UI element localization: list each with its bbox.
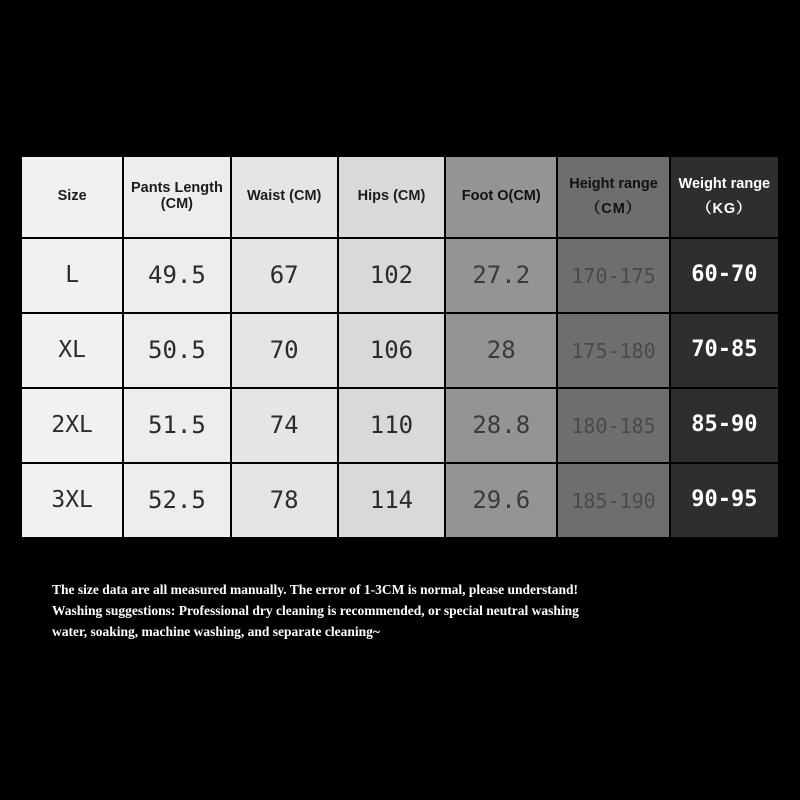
- cell-foot-o: 27.2: [446, 239, 556, 312]
- header-cell-weight-range: [671, 157, 778, 237]
- header-cell-foot-o: Foot O(CM): [446, 157, 556, 237]
- cell-foot-o: 29.6: [446, 464, 556, 537]
- notes-line-3: water, soaking, machine washing, and separate cleaning~: [52, 623, 380, 639]
- header-cell-weight-range-line2: （KG）: [696, 200, 752, 217]
- cell-waist: 70: [232, 314, 337, 387]
- cell-size: L: [22, 239, 122, 312]
- header-cell-size: Size: [22, 157, 122, 237]
- cell-pants-length: 49.5: [124, 239, 229, 312]
- size-chart-table-wrapper: [20, 155, 780, 539]
- notes-line-1: The size data are all measured manually. The error of 1-3CM is normal, please understand!: [52, 582, 578, 597]
- cell-height-range: 180-185: [558, 389, 668, 462]
- header-cell-pants-length: Pants Length (CM): [124, 157, 229, 237]
- table-header-row: [22, 157, 778, 237]
- cell-hips: 110: [339, 389, 444, 462]
- cell-pants-length: 52.5: [124, 464, 229, 537]
- size-chart-table: [20, 155, 780, 539]
- cell-pants-length: 50.5: [124, 314, 229, 387]
- cell-hips: 102: [339, 239, 444, 312]
- table-row: [22, 239, 778, 312]
- measurement-notes: [52, 580, 752, 643]
- notes-line-2: Washing suggestions: Professional dry cleaning is recommended, or special neutral washing: [52, 602, 579, 618]
- cell-height-range: 170-175: [558, 239, 668, 312]
- header-cell-waist: Waist (CM): [232, 157, 337, 237]
- cell-hips: 106: [339, 314, 444, 387]
- cell-size: 2XL: [22, 389, 122, 462]
- cell-height-range: 185-190: [558, 464, 668, 537]
- cell-size: 3XL: [22, 464, 122, 537]
- cell-height-range: 175-180: [558, 314, 668, 387]
- table-row: [22, 314, 778, 387]
- cell-hips: 114: [339, 464, 444, 537]
- cell-foot-o: 28.8: [446, 389, 556, 462]
- table-row: [22, 464, 778, 537]
- cell-waist: 74: [232, 389, 337, 462]
- table-row: [22, 389, 778, 462]
- cell-size: XL: [22, 314, 122, 387]
- cell-pants-length: 51.5: [124, 389, 229, 462]
- header-cell-height-range-line1: Height range: [569, 175, 658, 192]
- cell-weight-range: 60-70: [671, 239, 778, 312]
- header-cell-height-range: [558, 157, 668, 237]
- cell-waist: 67: [232, 239, 337, 312]
- cell-waist: 78: [232, 464, 337, 537]
- cell-foot-o: 28: [446, 314, 556, 387]
- header-cell-height-range-line2: （CM）: [585, 200, 642, 217]
- cell-weight-range: 90-95: [671, 464, 778, 537]
- cell-weight-range: 70-85: [671, 314, 778, 387]
- header-cell-weight-range-line1: Weight range: [678, 175, 771, 192]
- cell-weight-range: 85-90: [671, 389, 778, 462]
- header-cell-hips: Hips (CM): [339, 157, 444, 237]
